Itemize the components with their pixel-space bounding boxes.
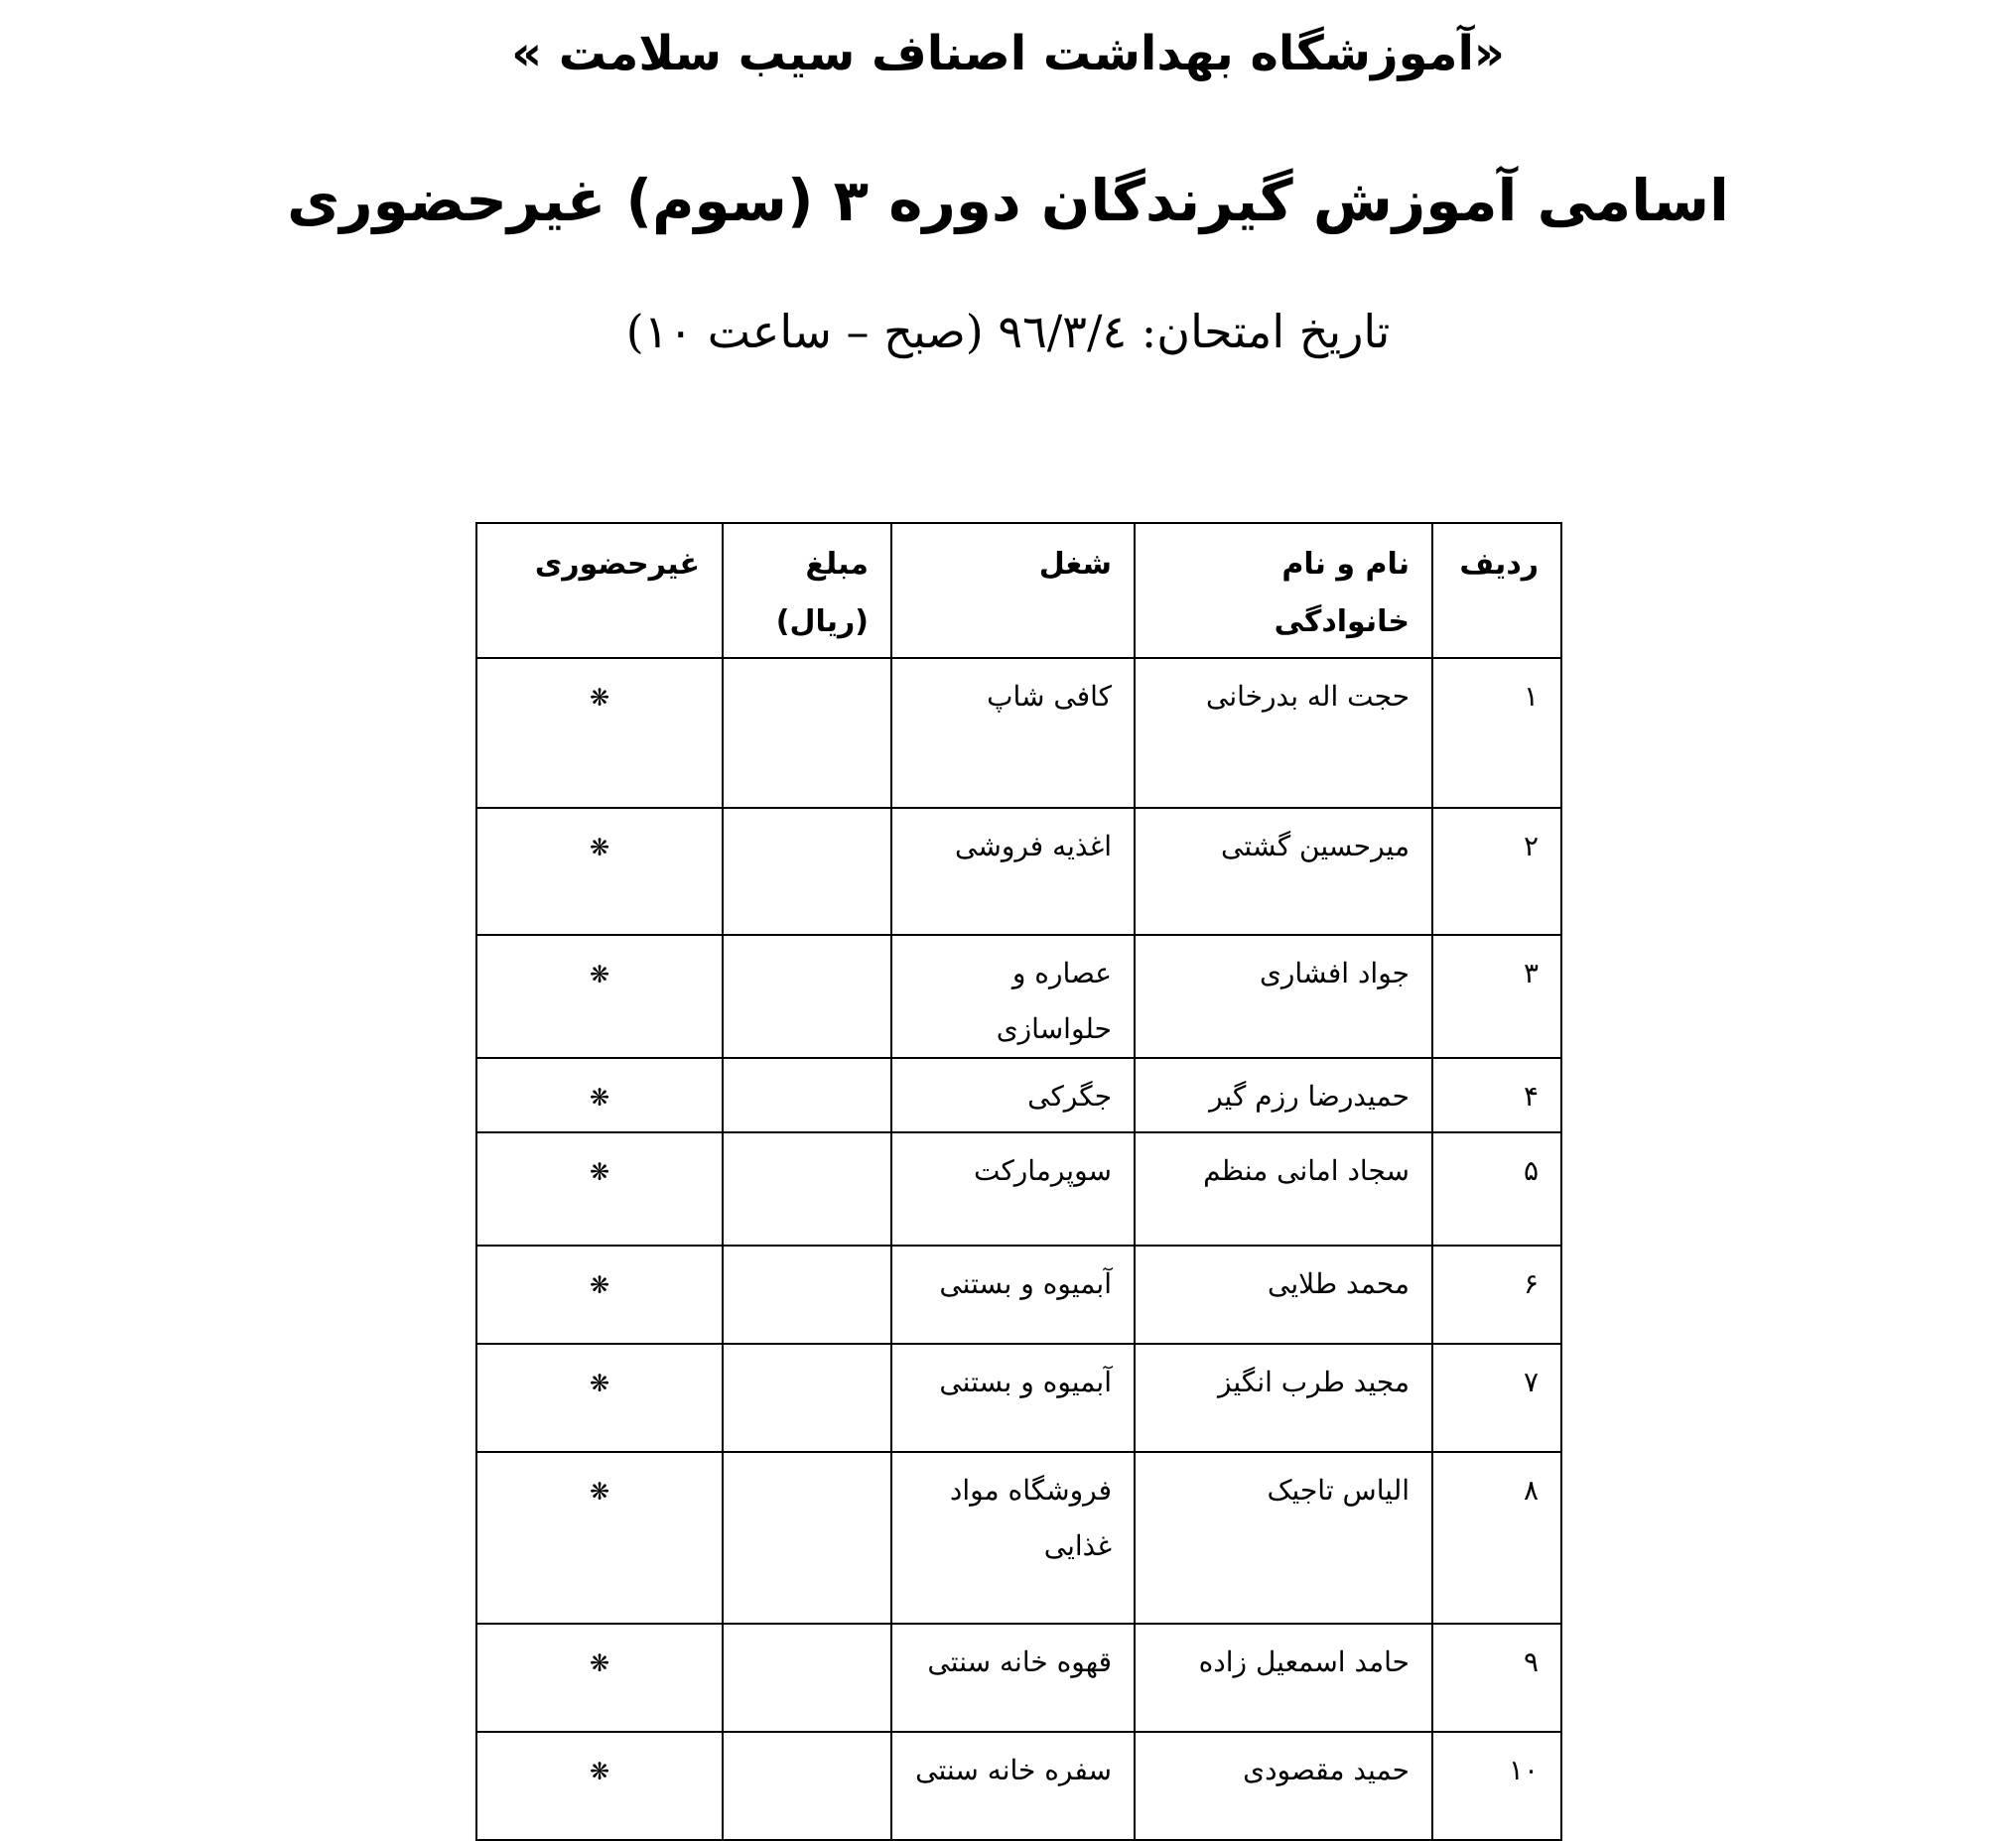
trainee-job: آبمیوه و بستنی [891, 1246, 1135, 1344]
exam-date: تاریخ امتحان: ۹٦/۳/٤ (صبح – ساعت ۱۰) [625, 305, 1391, 358]
remote-mark: ❋ [589, 1271, 610, 1299]
table-header-row [476, 523, 1561, 658]
amount-cell [723, 808, 891, 935]
row-number: ۹ [1432, 1624, 1561, 1732]
page-title: اسامی آموزش گیرندگان دوره ۳ (سوم) غیرحضوری [287, 167, 1729, 234]
table-row [476, 1624, 1561, 1732]
amount-cell [723, 1246, 891, 1344]
remote-cell [476, 1624, 723, 1732]
trainee-job: آبمیوه و بستنی [891, 1344, 1135, 1452]
table-row [476, 1732, 1561, 1840]
trainee-name: حمید مقصودی [1135, 1732, 1432, 1840]
column-header-row-number: ردیف [1432, 523, 1561, 658]
trainee-name: سجاد امانی منظم [1135, 1132, 1432, 1246]
remote-cell [476, 658, 723, 808]
table-row [476, 1344, 1561, 1452]
column-header-job: شغل [891, 523, 1135, 658]
row-number: ۵ [1432, 1132, 1561, 1246]
table-row [476, 658, 1561, 808]
table-row [476, 935, 1561, 1058]
remote-mark: ❋ [589, 834, 610, 861]
remote-mark: ❋ [589, 684, 610, 712]
trainee-name: محمد طلایی [1135, 1246, 1432, 1344]
trainee-job: عصاره و حلواسازی [891, 935, 1135, 1058]
trainee-name: حامد اسمعیل زاده [1135, 1624, 1432, 1732]
remote-cell [476, 1246, 723, 1344]
remote-cell [476, 1058, 723, 1132]
remote-cell [476, 1732, 723, 1840]
remote-mark: ❋ [589, 961, 610, 988]
amount-cell [723, 935, 891, 1058]
column-header-amount: مبلغ (ریال) [723, 523, 891, 658]
row-number: ۱۰ [1432, 1732, 1561, 1840]
row-number: ۷ [1432, 1344, 1561, 1452]
remote-cell [476, 1132, 723, 1246]
trainee-job: جگرکی [891, 1058, 1135, 1132]
remote-mark: ❋ [589, 1758, 610, 1785]
remote-mark: ❋ [589, 1478, 610, 1506]
trainee-name: جواد افشاری [1135, 935, 1432, 1058]
row-number: ۶ [1432, 1246, 1561, 1344]
table-row [476, 1246, 1561, 1344]
column-header-remote: غیرحضوری [476, 523, 723, 658]
trainee-job: کافی شاپ [891, 658, 1135, 808]
remote-mark: ❋ [589, 1084, 610, 1112]
row-number: ۲ [1432, 808, 1561, 935]
remote-cell [476, 935, 723, 1058]
amount-cell [723, 1344, 891, 1452]
amount-cell [723, 1058, 891, 1132]
trainee-job: سوپرمارکت [891, 1132, 1135, 1246]
institute-title: «آموزشگاه بهداشت اصناف سیب سلامت » [511, 26, 1505, 81]
trainee-name: مجید طرب انگیز [1135, 1344, 1432, 1452]
row-number: ۴ [1432, 1058, 1561, 1132]
trainee-name: حمیدرضا رزم گیر [1135, 1058, 1432, 1132]
row-number: ۸ [1432, 1452, 1561, 1624]
remote-mark: ❋ [589, 1370, 610, 1397]
remote-mark: ❋ [589, 1158, 610, 1186]
amount-cell [723, 1624, 891, 1732]
amount-cell [723, 1452, 891, 1624]
amount-cell [723, 1732, 891, 1840]
trainee-name: حجت اله بدرخانی [1135, 658, 1432, 808]
row-number: ۱ [1432, 658, 1561, 808]
remote-cell [476, 808, 723, 935]
trainee-name: الیاس تاجیک [1135, 1452, 1432, 1624]
trainee-job: اغذیه فروشی [891, 808, 1135, 935]
trainee-job: سفره خانه سنتی [891, 1732, 1135, 1840]
amount-cell [723, 658, 891, 808]
table-row [476, 808, 1561, 935]
remote-mark: ❋ [589, 1649, 610, 1677]
trainee-name: میرحسین گشتی [1135, 808, 1432, 935]
trainees-table [475, 522, 1562, 1841]
remote-cell [476, 1452, 723, 1624]
table-row [476, 1058, 1561, 1132]
amount-cell [723, 1132, 891, 1246]
table-row [476, 1132, 1561, 1246]
trainee-job: قهوه خانه سنتی [891, 1624, 1135, 1732]
column-header-name: نام و نام خانوادگی [1135, 523, 1432, 658]
trainee-job: فروشگاه مواد غذایی [891, 1452, 1135, 1624]
remote-cell [476, 1344, 723, 1452]
table-row [476, 1452, 1561, 1624]
row-number: ۳ [1432, 935, 1561, 1058]
